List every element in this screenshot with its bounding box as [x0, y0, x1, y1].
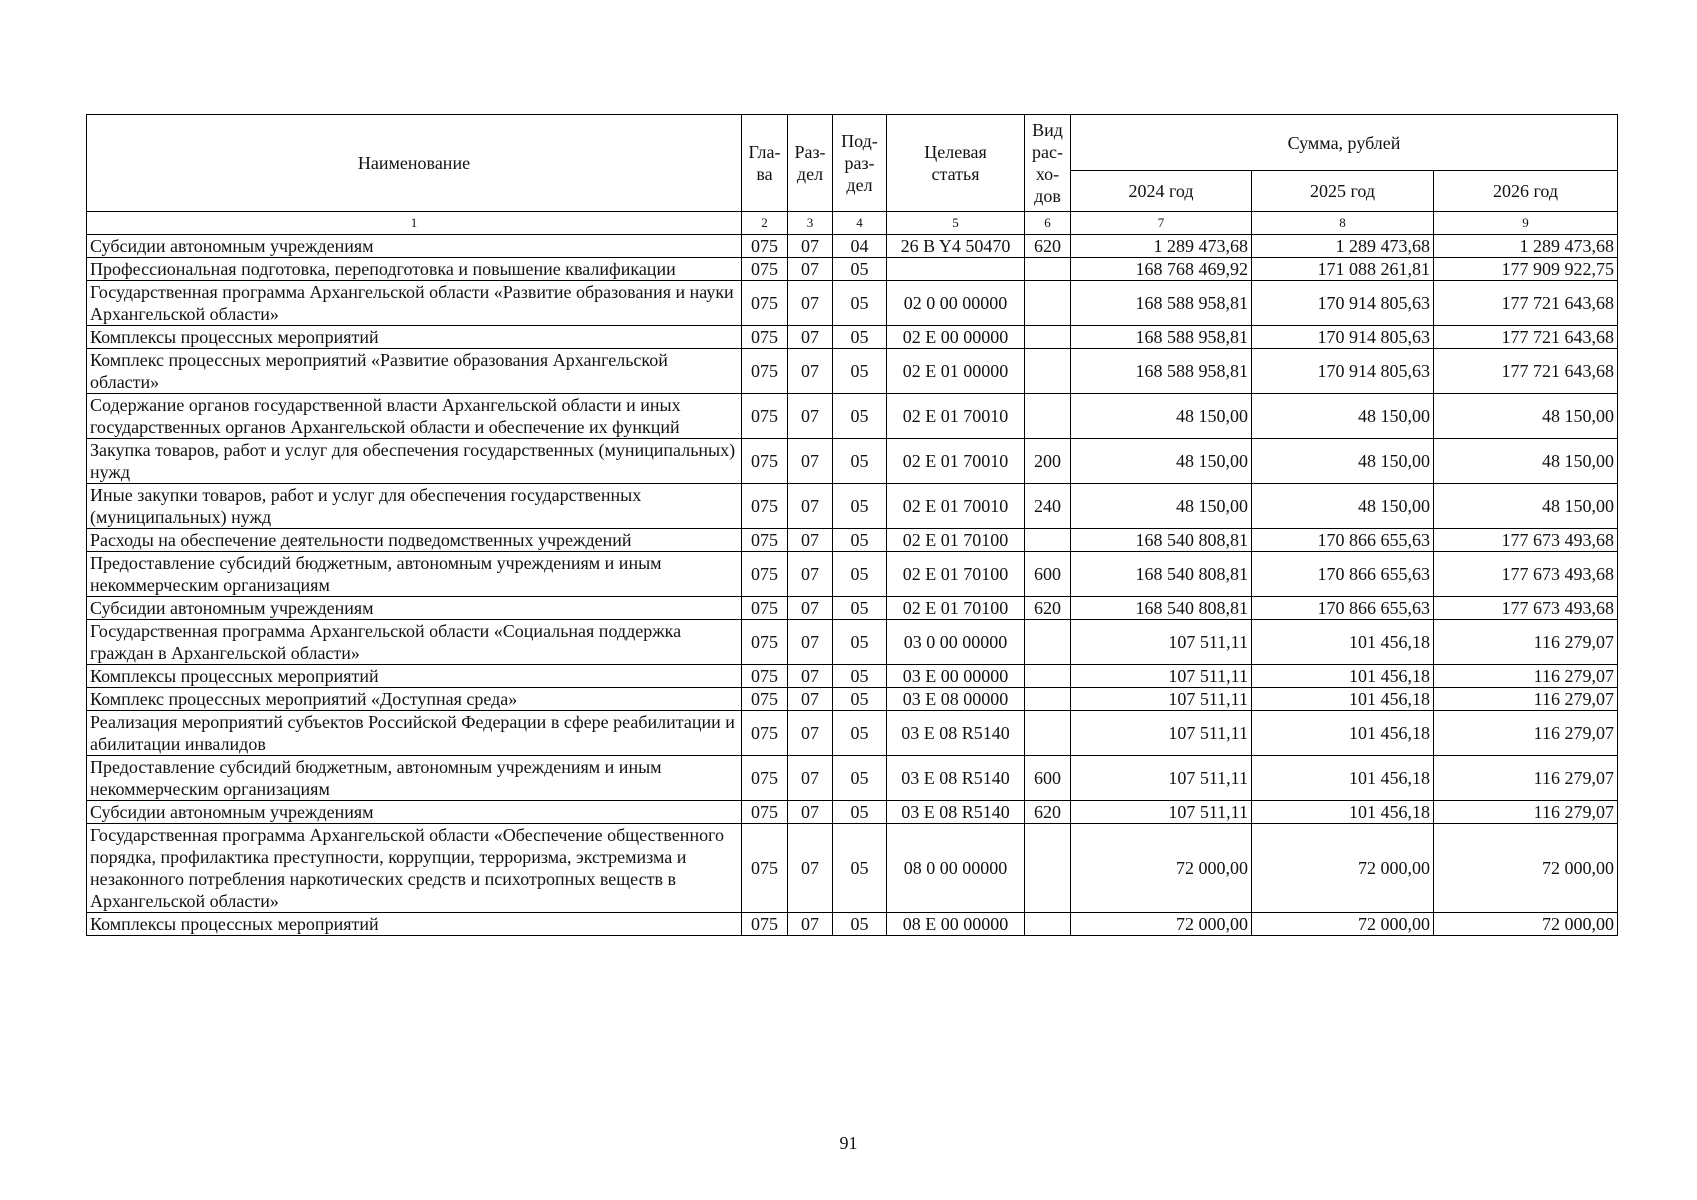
cell-glava: 075 — [742, 258, 788, 281]
cell-sum-2024: 168 768 469,92 — [1071, 258, 1252, 281]
cell-celevaya-statya: 03 Е 08 R5140 — [887, 801, 1025, 824]
cell-glava: 075 — [742, 484, 788, 529]
cell-name: Комплекс процессных мероприятий «Доступная среда» — [87, 688, 742, 711]
cell-podrazdel: 05 — [833, 665, 887, 688]
cell-sum-2024: 48 150,00 — [1071, 439, 1252, 484]
cell-sum-2026: 177 673 493,68 — [1434, 529, 1618, 552]
cell-sum-2024: 168 588 958,81 — [1071, 281, 1252, 326]
cell-vid-rashodov — [1025, 529, 1071, 552]
cell-name: Государственная программа Архангельской области «Обеспечение общественного порядка, профилактика преступности, коррупции, терроризма, экстремизма и незаконного потребления наркотических средств и психотропных веществ в Архангельской области» — [87, 824, 742, 913]
cell-glava: 075 — [742, 394, 788, 439]
cell-razdel: 07 — [788, 326, 833, 349]
cell-vid-rashodov — [1025, 688, 1071, 711]
cell-podrazdel: 05 — [833, 688, 887, 711]
cell-vid-rashodov — [1025, 394, 1071, 439]
cell-sum-2024: 72 000,00 — [1071, 913, 1252, 936]
cell-sum-2025: 72 000,00 — [1252, 824, 1434, 913]
cell-sum-2026: 177 721 643,68 — [1434, 281, 1618, 326]
cell-vid-rashodov: 200 — [1025, 439, 1071, 484]
cell-glava: 075 — [742, 597, 788, 620]
cell-sum-2024: 48 150,00 — [1071, 394, 1252, 439]
cell-celevaya-statya: 03 Е 08 00000 — [887, 688, 1025, 711]
cell-celevaya-statya: 03 Е 08 R5140 — [887, 756, 1025, 801]
table-row — [87, 484, 1618, 529]
cell-sum-2025: 170 866 655,63 — [1252, 597, 1434, 620]
cell-sum-2024: 107 511,11 — [1071, 620, 1252, 665]
cell-name: Комплексы процессных мероприятий — [87, 665, 742, 688]
cell-razdel: 07 — [788, 552, 833, 597]
cell-podrazdel: 05 — [833, 620, 887, 665]
cell-celevaya-statya: 02 0 00 00000 — [887, 281, 1025, 326]
cell-sum-2025: 48 150,00 — [1252, 394, 1434, 439]
cell-sum-2025: 1 289 473,68 — [1252, 235, 1434, 258]
cell-sum-2025: 101 456,18 — [1252, 756, 1434, 801]
cell-podrazdel: 05 — [833, 281, 887, 326]
header-year-2025: 2025 год — [1252, 171, 1434, 212]
cell-sum-2026: 48 150,00 — [1434, 439, 1618, 484]
column-number: 9 — [1434, 212, 1618, 235]
cell-podrazdel: 05 — [833, 711, 887, 756]
table-row — [87, 552, 1618, 597]
table-row — [87, 235, 1618, 258]
cell-celevaya-statya: 08 Е 00 00000 — [887, 913, 1025, 936]
cell-sum-2026: 48 150,00 — [1434, 484, 1618, 529]
cell-podrazdel: 05 — [833, 597, 887, 620]
cell-celevaya-statya: 02 Е 00 00000 — [887, 326, 1025, 349]
cell-sum-2025: 101 456,18 — [1252, 620, 1434, 665]
cell-sum-2026: 177 721 643,68 — [1434, 326, 1618, 349]
table-row — [87, 349, 1618, 394]
cell-podrazdel: 05 — [833, 394, 887, 439]
cell-vid-rashodov: 620 — [1025, 801, 1071, 824]
cell-vid-rashodov — [1025, 258, 1071, 281]
cell-razdel: 07 — [788, 235, 833, 258]
column-number: 6 — [1025, 212, 1071, 235]
cell-vid-rashodov — [1025, 326, 1071, 349]
table-row — [87, 711, 1618, 756]
table-row — [87, 824, 1618, 913]
cell-vid-rashodov: 620 — [1025, 597, 1071, 620]
cell-name: Реализация мероприятий субъектов Российской Федерации в сфере реабилитации и абилитации инвалидов — [87, 711, 742, 756]
table-row — [87, 801, 1618, 824]
cell-razdel: 07 — [788, 394, 833, 439]
cell-sum-2024: 1 289 473,68 — [1071, 235, 1252, 258]
cell-podrazdel: 05 — [833, 439, 887, 484]
cell-celevaya-statya: 03 Е 00 00000 — [887, 665, 1025, 688]
cell-name: Профессиональная подготовка, переподготовка и повышение квалификации — [87, 258, 742, 281]
cell-name: Субсидии автономным учреждениям — [87, 801, 742, 824]
cell-celevaya-statya: 03 Е 08 R5140 — [887, 711, 1025, 756]
cell-sum-2026: 116 279,07 — [1434, 620, 1618, 665]
table-row — [87, 326, 1618, 349]
column-number: 3 — [788, 212, 833, 235]
cell-glava: 075 — [742, 688, 788, 711]
cell-podrazdel: 05 — [833, 349, 887, 394]
cell-razdel: 07 — [788, 281, 833, 326]
cell-name: Предоставление субсидий бюджетным, автономным учреждениям и иным некоммерческим организациям — [87, 756, 742, 801]
cell-razdel: 07 — [788, 824, 833, 913]
cell-vid-rashodov — [1025, 620, 1071, 665]
cell-sum-2025: 170 914 805,63 — [1252, 281, 1434, 326]
cell-sum-2026: 177 721 643,68 — [1434, 349, 1618, 394]
cell-sum-2025: 170 866 655,63 — [1252, 529, 1434, 552]
cell-podrazdel: 05 — [833, 801, 887, 824]
table-row — [87, 597, 1618, 620]
cell-sum-2026: 116 279,07 — [1434, 711, 1618, 756]
cell-sum-2025: 48 150,00 — [1252, 439, 1434, 484]
column-number: 2 — [742, 212, 788, 235]
cell-name: Государственная программа Архангельской области «Развитие образования и науки Архангельской области» — [87, 281, 742, 326]
header-razdel: Раз- дел — [788, 115, 833, 212]
cell-sum-2024: 107 511,11 — [1071, 801, 1252, 824]
cell-sum-2024: 107 511,11 — [1071, 688, 1252, 711]
header-year-2024: 2024 год — [1071, 171, 1252, 212]
cell-name: Расходы на обеспечение деятельности подведомственных учреждений — [87, 529, 742, 552]
cell-sum-2026: 72 000,00 — [1434, 824, 1618, 913]
cell-celevaya-statya: 02 Е 01 70010 — [887, 484, 1025, 529]
cell-glava: 075 — [742, 824, 788, 913]
cell-name: Предоставление субсидий бюджетным, автономным учреждениям и иным некоммерческим организациям — [87, 552, 742, 597]
cell-sum-2024: 168 588 958,81 — [1071, 326, 1252, 349]
cell-podrazdel: 05 — [833, 258, 887, 281]
table-row — [87, 756, 1618, 801]
cell-sum-2025: 170 914 805,63 — [1252, 326, 1434, 349]
table-row — [87, 913, 1618, 936]
cell-sum-2025: 72 000,00 — [1252, 913, 1434, 936]
table-body — [87, 235, 1618, 936]
cell-celevaya-statya: 02 Е 01 70100 — [887, 529, 1025, 552]
cell-sum-2024: 168 588 958,81 — [1071, 349, 1252, 394]
cell-glava: 075 — [742, 529, 788, 552]
table-row — [87, 439, 1618, 484]
cell-name: Комплекс процессных мероприятий «Развитие образования Архангельской области» — [87, 349, 742, 394]
cell-celevaya-statya: 26 B Y4 50470 — [887, 235, 1025, 258]
cell-celevaya-statya: 02 Е 01 70100 — [887, 552, 1025, 597]
cell-celevaya-statya: 02 Е 01 70100 — [887, 597, 1025, 620]
cell-razdel: 07 — [788, 801, 833, 824]
cell-vid-rashodov — [1025, 349, 1071, 394]
cell-podrazdel: 05 — [833, 824, 887, 913]
header-year-2026: 2026 год — [1434, 171, 1618, 212]
column-number: 4 — [833, 212, 887, 235]
cell-razdel: 07 — [788, 688, 833, 711]
cell-podrazdel: 05 — [833, 756, 887, 801]
cell-sum-2026: 116 279,07 — [1434, 688, 1618, 711]
cell-razdel: 07 — [788, 439, 833, 484]
cell-sum-2024: 72 000,00 — [1071, 824, 1252, 913]
cell-sum-2025: 170 866 655,63 — [1252, 552, 1434, 597]
column-number: 7 — [1071, 212, 1252, 235]
cell-name: Закупка товаров, работ и услуг для обеспечения государственных (муниципальных) нужд — [87, 439, 742, 484]
cell-sum-2026: 116 279,07 — [1434, 756, 1618, 801]
cell-name: Комплексы процессных мероприятий — [87, 326, 742, 349]
cell-razdel: 07 — [788, 349, 833, 394]
cell-sum-2024: 168 540 808,81 — [1071, 529, 1252, 552]
cell-glava: 075 — [742, 620, 788, 665]
cell-glava: 075 — [742, 711, 788, 756]
cell-vid-rashodov — [1025, 824, 1071, 913]
cell-podrazdel: 04 — [833, 235, 887, 258]
cell-sum-2025: 48 150,00 — [1252, 484, 1434, 529]
cell-sum-2026: 116 279,07 — [1434, 665, 1618, 688]
column-number: 5 — [887, 212, 1025, 235]
table-row — [87, 665, 1618, 688]
cell-razdel: 07 — [788, 913, 833, 936]
cell-razdel: 07 — [788, 665, 833, 688]
cell-vid-rashodov: 600 — [1025, 552, 1071, 597]
cell-vid-rashodov — [1025, 665, 1071, 688]
header-name: Наименование — [87, 115, 742, 212]
cell-sum-2025: 171 088 261,81 — [1252, 258, 1434, 281]
cell-celevaya-statya: 02 Е 01 00000 — [887, 349, 1025, 394]
cell-sum-2026: 1 289 473,68 — [1434, 235, 1618, 258]
cell-vid-rashodov — [1025, 711, 1071, 756]
cell-sum-2025: 170 914 805,63 — [1252, 349, 1434, 394]
cell-sum-2024: 168 540 808,81 — [1071, 597, 1252, 620]
cell-sum-2025: 101 456,18 — [1252, 801, 1434, 824]
cell-glava: 075 — [742, 913, 788, 936]
cell-name: Государственная программа Архангельской области «Социальная поддержка граждан в Архангельской области» — [87, 620, 742, 665]
cell-razdel: 07 — [788, 620, 833, 665]
cell-sum-2025: 101 456,18 — [1252, 665, 1434, 688]
budget-table — [86, 114, 1618, 936]
cell-celevaya-statya: 08 0 00 00000 — [887, 824, 1025, 913]
cell-sum-2024: 107 511,11 — [1071, 665, 1252, 688]
cell-glava: 075 — [742, 326, 788, 349]
cell-glava: 075 — [742, 439, 788, 484]
cell-sum-2025: 101 456,18 — [1252, 711, 1434, 756]
cell-celevaya-statya: 03 0 00 00000 — [887, 620, 1025, 665]
cell-glava: 075 — [742, 552, 788, 597]
cell-vid-rashodov — [1025, 913, 1071, 936]
cell-glava: 075 — [742, 665, 788, 688]
cell-sum-2026: 177 909 922,75 — [1434, 258, 1618, 281]
cell-sum-2024: 107 511,11 — [1071, 756, 1252, 801]
cell-vid-rashodov: 620 — [1025, 235, 1071, 258]
cell-razdel: 07 — [788, 756, 833, 801]
cell-sum-2025: 101 456,18 — [1252, 688, 1434, 711]
cell-glava: 075 — [742, 281, 788, 326]
cell-sum-2024: 107 511,11 — [1071, 711, 1252, 756]
cell-name: Субсидии автономным учреждениям — [87, 235, 742, 258]
column-number-row — [87, 212, 1618, 235]
cell-razdel: 07 — [788, 258, 833, 281]
cell-glava: 075 — [742, 235, 788, 258]
table-row — [87, 688, 1618, 711]
header-glava: Гла- ва — [742, 115, 788, 212]
cell-celevaya-statya: 02 Е 01 70010 — [887, 394, 1025, 439]
cell-razdel: 07 — [788, 529, 833, 552]
page-number: 91 — [839, 1133, 858, 1153]
cell-vid-rashodov — [1025, 281, 1071, 326]
header-celevaya-statya: Целевая статья — [887, 115, 1025, 212]
column-number: 8 — [1252, 212, 1434, 235]
cell-sum-2026: 177 673 493,68 — [1434, 552, 1618, 597]
cell-sum-2024: 48 150,00 — [1071, 484, 1252, 529]
table-row — [87, 620, 1618, 665]
cell-sum-2026: 177 673 493,68 — [1434, 597, 1618, 620]
cell-vid-rashodov: 600 — [1025, 756, 1071, 801]
cell-sum-2026: 72 000,00 — [1434, 913, 1618, 936]
cell-razdel: 07 — [788, 597, 833, 620]
header-podrazdel: Под- раз- дел — [833, 115, 887, 212]
header-summa: Сумма, рублей — [1071, 115, 1618, 171]
cell-name: Иные закупки товаров, работ и услуг для обеспечения государственных (муниципальных) нужд — [87, 484, 742, 529]
cell-name: Комплексы процессных мероприятий — [87, 913, 742, 936]
cell-sum-2024: 168 540 808,81 — [1071, 552, 1252, 597]
cell-sum-2026: 48 150,00 — [1434, 394, 1618, 439]
cell-glava: 075 — [742, 801, 788, 824]
header-vid-rashodov: Вид рас- хо- дов — [1025, 115, 1071, 212]
cell-vid-rashodov: 240 — [1025, 484, 1071, 529]
cell-podrazdel: 05 — [833, 484, 887, 529]
cell-glava: 075 — [742, 756, 788, 801]
cell-celevaya-statya: 02 Е 01 70010 — [887, 439, 1025, 484]
table-row — [87, 394, 1618, 439]
cell-glava: 075 — [742, 349, 788, 394]
cell-podrazdel: 05 — [833, 552, 887, 597]
cell-podrazdel: 05 — [833, 913, 887, 936]
cell-razdel: 07 — [788, 711, 833, 756]
cell-celevaya-statya — [887, 258, 1025, 281]
table-row — [87, 258, 1618, 281]
cell-podrazdel: 05 — [833, 529, 887, 552]
cell-razdel: 07 — [788, 484, 833, 529]
cell-name: Субсидии автономным учреждениям — [87, 597, 742, 620]
column-number: 1 — [87, 212, 742, 235]
table-row — [87, 529, 1618, 552]
cell-podrazdel: 05 — [833, 326, 887, 349]
cell-name: Содержание органов государственной власти Архангельской области и иных государственных органов Архангельской области и обеспечение их функций — [87, 394, 742, 439]
cell-sum-2026: 116 279,07 — [1434, 801, 1618, 824]
table-row — [87, 281, 1618, 326]
